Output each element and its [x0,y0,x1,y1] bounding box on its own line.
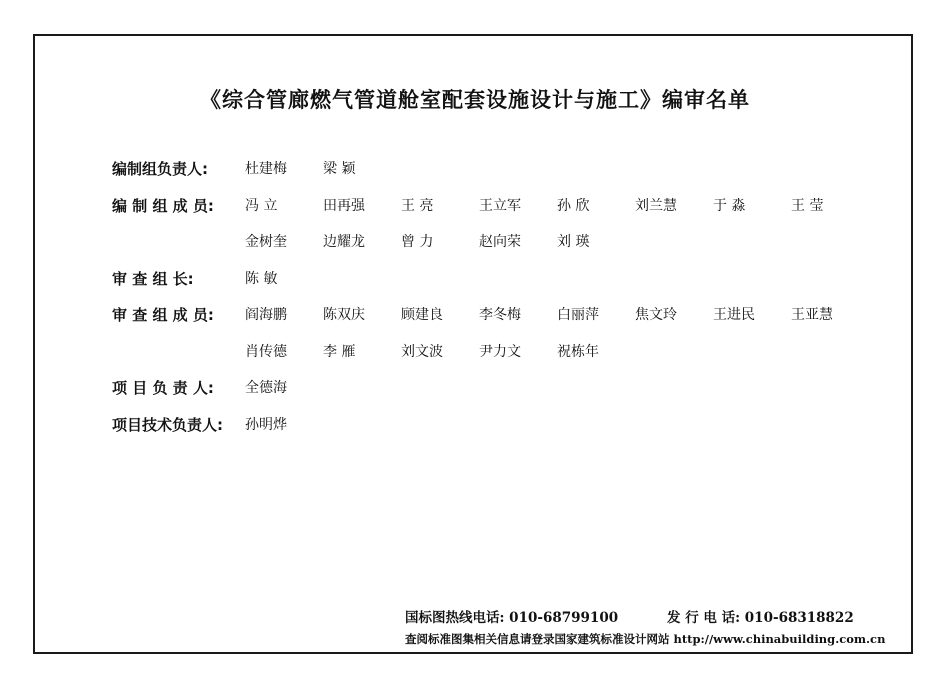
role-label: 审 查 组 长: [112,269,194,288]
hotline-text: 国标图热线电话: 010-68799100 [405,610,619,626]
member-name: 焦文玲 [635,307,677,323]
role-label: 项 目 负 责 人: [112,379,214,397]
member-name: 祝栋年 [557,343,599,360]
member-name: 肖传德 [245,343,287,360]
member-name: 刘文波 [401,343,443,360]
member-name: 刘 瑛 [557,234,590,250]
member-name: 全德海 [245,380,287,396]
member-name: 孙明烨 [245,416,287,433]
member-name: 顾建良 [401,307,443,323]
footer-phones [405,606,854,626]
member-name: 梁 颖 [323,161,356,177]
member-name: 刘兰慧 [635,197,677,214]
role-label: 审 查 组 成 员: [112,306,214,324]
member-name: 杜建梅 [245,161,287,177]
page-frame [33,34,913,654]
member-name: 尹力文 [479,343,521,360]
website-note: 查阅标准图集相关信息请登录国家建筑标准设计网站 http://www.chinabuilding.com.cn [405,632,886,646]
member-name: 陈 敏 [245,270,278,287]
member-name: 曾 力 [401,234,434,250]
member-name: 白丽萍 [557,307,599,323]
member-name: 王亚慧 [791,307,833,323]
page-title: 《综合管廊燃气管道舱室配套设施设计与施工》编审名单 [200,88,750,112]
role-label: 编 制 组 成 员: [112,196,214,215]
member-name: 冯 立 [245,197,278,214]
role-label: 编制组负责人: [112,160,208,178]
member-name: 赵向荣 [479,234,521,250]
member-name: 孙 欣 [557,197,590,214]
member-name: 田再强 [323,197,365,214]
member-name: 李冬梅 [479,307,521,323]
member-name: 金树奎 [245,234,287,250]
distribution-phone-text: 发 行 电 话: 010-68318822 [667,610,854,626]
member-name: 王 亮 [401,197,434,214]
member-name: 王立军 [479,197,521,214]
role-label: 项目技术负责人: [112,415,223,434]
member-name: 陈双庆 [323,307,365,323]
member-name: 于 淼 [713,197,746,214]
member-name: 王进民 [713,307,755,323]
member-name: 李 雁 [323,343,356,360]
member-name: 王 莹 [791,197,824,214]
member-name: 边耀龙 [323,234,365,250]
member-name: 阎海鹏 [245,307,287,323]
